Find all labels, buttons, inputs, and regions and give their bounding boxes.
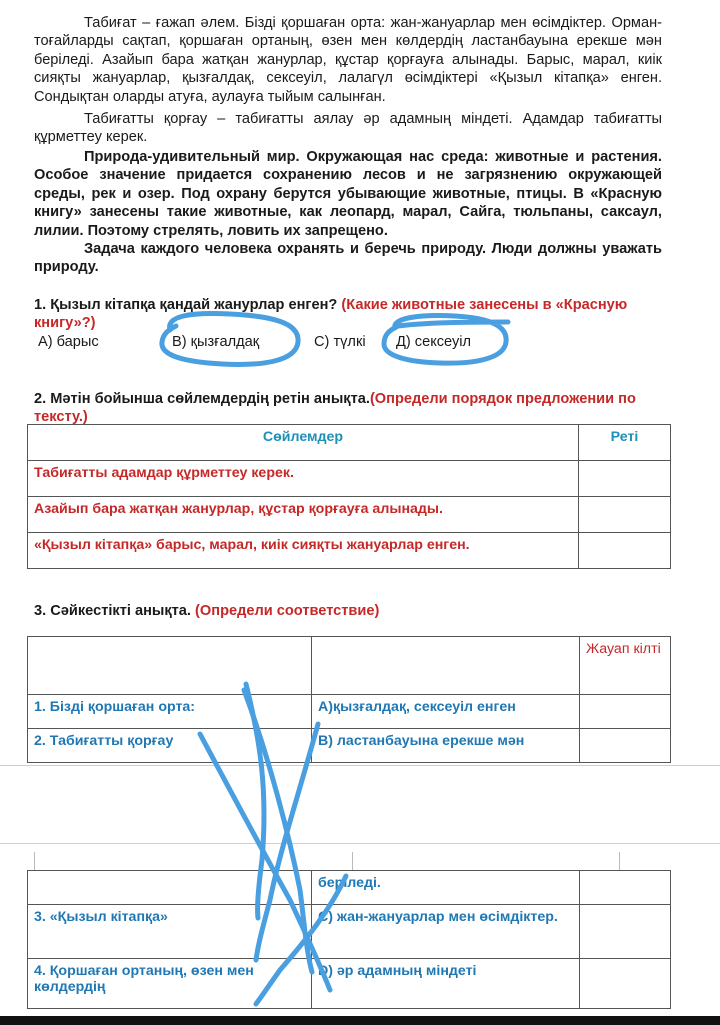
- order-table: [27, 424, 671, 569]
- match-table-top: [27, 636, 671, 763]
- option-b[interactable]: В) қызғалдақ: [172, 334, 260, 350]
- ru-paragraph-2: Задача каждого человека охранять и беречь природу. Люди должны уважать природу.: [34, 241, 662, 276]
- option-a[interactable]: А) барыс: [38, 334, 99, 350]
- option-c[interactable]: С) түлкі: [314, 334, 366, 350]
- answer-cell-3[interactable]: [580, 905, 671, 959]
- match-left-2: 2. Табиғатты қорғау: [28, 729, 312, 763]
- answer-cell-4[interactable]: [580, 959, 671, 1009]
- answer-cell-empty[interactable]: [580, 871, 671, 905]
- match-right-b: В) ластанбауына ерекше мән: [312, 729, 580, 763]
- page-tick-3: [619, 852, 620, 870]
- match-header-middle: [312, 637, 580, 695]
- page-tick-1: [34, 852, 35, 870]
- ru-paragraph-1: Природа-удивительный мир. Окружающая нас среда: животные и растения. Особое значение придается сохранению лесов и не загрязнению окружающей среды, рек и озер. Под охрану берутся убывающие животные, птицы. В «Красную книгу» занесены такие животные, как леопард, марал, Сайга, тюльпаны, саксаул, лилии. Поэтому стрелять, ловить их запрещено.: [34, 149, 662, 239]
- match-left-1: 1. Бізді қоршаған орта:: [28, 695, 312, 729]
- order-cell-3[interactable]: [579, 533, 671, 569]
- page-break-line-2: [0, 843, 720, 844]
- kz-paragraph-1: Табиғат – ғажап әлем. Бізді қоршаған орта: жан-жануарлар мен өсімдіктер. Орман-тоғайларды сақтап, қоршаған ортаның, өзен мен көлдердің ластанбауына ерекше мән беріледі. Азайып бара жатқан жанурлар, құстар қорғауға алынады. Барыс, марал, киік сияқты жануарлар, қызғалдақ, сексеуіл, лалагүл өсімдіктері «Қызыл кітапқа» енген. Сондықтан оларды атуға, аулауға тыйым салынған.: [34, 15, 662, 105]
- answer-cell-2[interactable]: [580, 729, 671, 763]
- question-2: 2. Мәтін бойынша сөйлемдердің ретін анықта.(Определи порядок предложении по тексту.): [34, 391, 636, 425]
- order-cell-2[interactable]: [579, 497, 671, 533]
- option-d[interactable]: Д) сексеуіл: [396, 334, 472, 350]
- match-left-3: 3. «Қызыл кітапқа»: [28, 905, 312, 959]
- page-tick-2: [352, 852, 353, 870]
- page-break-line-1: [0, 765, 720, 766]
- match-right-d: D) әр адамның міндеті: [312, 959, 580, 1009]
- question-1: 1. Қызыл кітапқа қандай жанурлар енген? (Какие животные занесены в «Красную книгу»?): [34, 297, 628, 331]
- sentence-row-2: Азайып бара жатқан жанурлар, құстар қорғауға алынады.: [28, 497, 579, 533]
- match-right-c: С) жан-жануарлар мен өсімдіктер.: [312, 905, 580, 959]
- match-right-a: А)қызғалдақ, сексеуіл енген: [312, 695, 580, 729]
- match-right-b-cont: беріледі.: [312, 871, 580, 905]
- kz-paragraph-2: Табиғатты қорғау – табиғатты аялау әр адамның міндеті. Адамдар табиғатты құрметтеу керек.: [34, 111, 662, 146]
- header-order: Реті: [579, 425, 671, 461]
- order-cell-1[interactable]: [579, 461, 671, 497]
- header-sentences: Сөйлемдер: [28, 425, 579, 461]
- match-table-bottom: [27, 870, 671, 1009]
- match-left-4: 4. Қоршаған ортаның, өзен мен көлдердің: [28, 959, 312, 1009]
- bottom-edge: [0, 1016, 720, 1025]
- sentence-row-3: «Қызыл кітапқа» барыс, марал, киік сияқты жануарлар енген.: [28, 533, 579, 569]
- match-header-left: [28, 637, 312, 695]
- answer-cell-1[interactable]: [580, 695, 671, 729]
- sentence-row-1: Табиғатты адамдар құрметтеу керек.: [28, 461, 579, 497]
- match-left-empty: [28, 871, 312, 905]
- question-3: 3. Сәйкестікті анықта. (Определи соответствие): [34, 603, 380, 619]
- answer-key-header: Жауап кілті: [580, 637, 671, 695]
